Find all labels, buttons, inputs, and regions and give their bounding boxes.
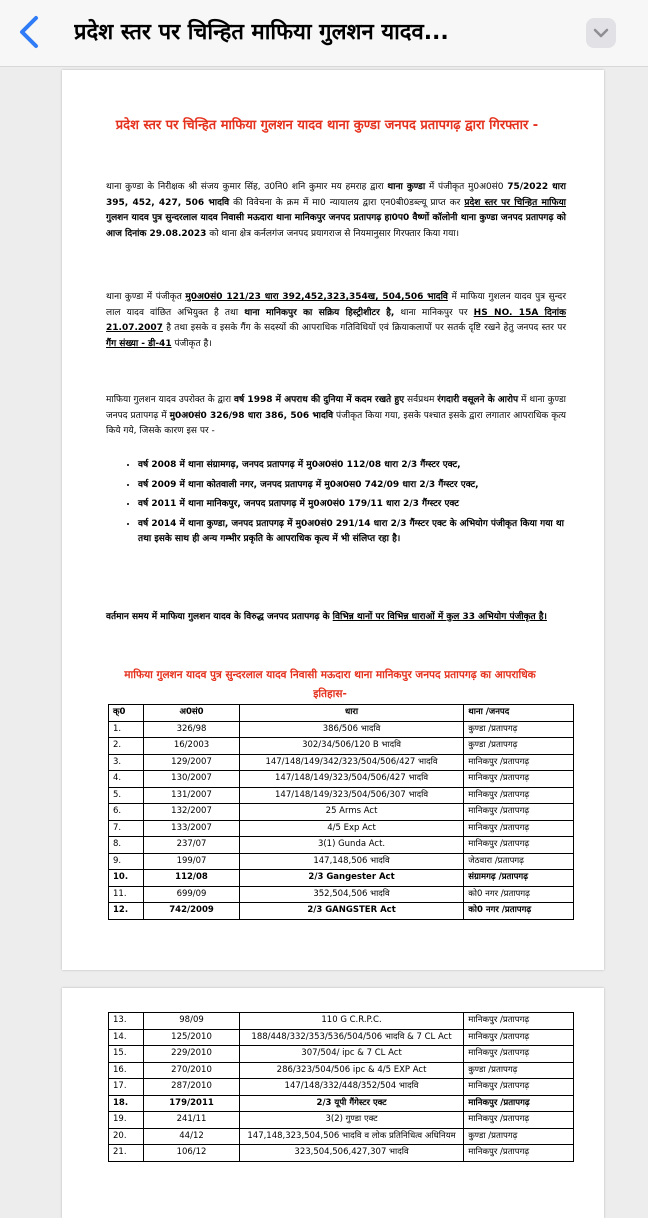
paragraph-total-cases: वर्तमान समय में माफिया गुलशन यादव के विरुद्ध जनपद प्रतापगढ़ के विभिन्न थानों पर विभिन्न धाराओं में कुल 33 अभियोग पंजीकृत है। bbox=[106, 612, 547, 622]
cell-case: 229/2010 bbox=[144, 1046, 240, 1063]
cell-case: 699/09 bbox=[144, 886, 240, 903]
cell-case: 106/12 bbox=[144, 1145, 240, 1162]
cell-station: मानिकपुर /प्रतापगढ़ bbox=[464, 1079, 574, 1096]
header-case: अ0सं0 bbox=[144, 705, 240, 722]
cell-case: 132/2007 bbox=[144, 804, 240, 821]
cell-serial: 16. bbox=[109, 1062, 144, 1079]
cell-section: 302/34/506/120 B भादवि bbox=[239, 738, 463, 755]
header-station: थाना /जनपद bbox=[464, 705, 574, 722]
cell-section: 286/323/504/506 ipc & 4/5 EXP Act bbox=[239, 1062, 463, 1079]
cell-section: 147/148/149/342/323/504/506/427 भादवि bbox=[239, 754, 463, 771]
cell-station: मानिकपुर /प्रतापगढ़ bbox=[464, 837, 574, 854]
paragraph-arrest: थाना कुण्डा के निरीक्षक श्री संजय कुमार सिंह, उ0नि0 शनि कुमार मय हमराह द्वारा थाना कुण्डा में पंजीकृत मु0अ0सं0 75/2022 धारा 395, 452, 427, 506 भादवि की विवेचना के क्रम में मा0 न्यायालय द्वारा एन0बी0डब्ल्यू प्राप्त कर प्रदेश स्तर पर चिन्हित माफिया गुलशन यादव पुत्र सुन्दरलाल यादव निवासी मऊदारा थाना मानिकपुर जनपद प्रतापगढ़ हा0प0 वैष्णों कॉलोनी थाना कुण्डा जनपद प्रतापगढ़ को आज दिनांक 29.08.2023 को थाना क्षेत्र कर्नलगंज जनपद प्रयागराज से नियमानुसार गिरफ्तार किया गया। bbox=[106, 182, 566, 239]
document-page-1 bbox=[62, 70, 604, 970]
back-arrow-icon[interactable] bbox=[14, 12, 48, 52]
cell-station: कुण्डा /प्रतापगढ़ bbox=[464, 738, 574, 755]
header-section: धारा bbox=[239, 705, 463, 722]
table-row bbox=[109, 1128, 574, 1145]
cell-case: 44/12 bbox=[144, 1128, 240, 1145]
table-row bbox=[109, 903, 574, 920]
cell-serial: 6. bbox=[109, 804, 144, 821]
cell-case: 112/08 bbox=[144, 870, 240, 887]
table-header-row bbox=[109, 705, 574, 722]
cell-section: 25 Arms Act bbox=[239, 804, 463, 821]
table-row bbox=[109, 820, 574, 837]
list-item: • वर्ष 2014 में थाना कुण्डा, जनपद प्रतापगढ़ में मु0अ0सं0 291/14 धारा 2/3 गैंग्स्टर एक्ट के अभियोग पंजीकृत किया गया था तथा इसके साथ ही अन्य गम्भीर प्रकृति के आपराधिक कृत्य में भी संलिप्त रहा है। bbox=[138, 517, 578, 548]
cell-serial: 14. bbox=[109, 1029, 144, 1046]
chevron-down-icon bbox=[586, 18, 616, 48]
header-serial: क्0 bbox=[109, 705, 144, 722]
table-row bbox=[109, 1029, 574, 1046]
cell-section: 2/3 GANGSTER Act bbox=[239, 903, 463, 920]
cell-case: 16/2003 bbox=[144, 738, 240, 755]
criminal-history-table-continued bbox=[108, 1012, 574, 1162]
cell-serial: 11. bbox=[109, 886, 144, 903]
cell-section: 352,504,506 भादवि bbox=[239, 886, 463, 903]
table-row bbox=[109, 721, 574, 738]
document-page-2 bbox=[62, 988, 604, 1218]
list-item: • वर्ष 2009 में थाना कोतवाली नगर, जनपद प्रतापगढ़ में मु0अ0स0 742/09 धारा 2/3 गैंग्स्टर एक्ट, bbox=[138, 478, 578, 494]
table-row bbox=[109, 787, 574, 804]
cell-station: कुण्डा /प्रतापगढ़ bbox=[464, 1062, 574, 1079]
table-row bbox=[109, 804, 574, 821]
cell-section: 386/506 भादवि bbox=[239, 721, 463, 738]
cell-station: कुण्डा /प्रतापगढ़ bbox=[464, 721, 574, 738]
cell-station: मानिकपुर /प्रतापगढ़ bbox=[464, 1046, 574, 1063]
cell-case: 270/2010 bbox=[144, 1062, 240, 1079]
cell-section: 188/448/332/353/536/504/506 भादवि & 7 CL Act bbox=[239, 1029, 463, 1046]
table-row bbox=[109, 1046, 574, 1063]
cell-case: 125/2010 bbox=[144, 1029, 240, 1046]
cell-station: मानिकपुर /प्रतापगढ़ bbox=[464, 1013, 574, 1030]
cell-serial: 15. bbox=[109, 1046, 144, 1063]
cell-section: 147,148,323,504,506 भादवि व लोक प्रतिनिधित्व अधिनियम bbox=[239, 1128, 463, 1145]
cell-case: 129/2007 bbox=[144, 754, 240, 771]
document-heading: प्रदेश स्तर पर चिन्हित माफिया गुलशन यादव थाना कुण्डा जनपद प्रतापगढ़ द्वारा गिरफ्तार - bbox=[115, 118, 539, 133]
cell-serial: 1. bbox=[109, 721, 144, 738]
cell-section: 147/148/332/448/352/504 भादवि bbox=[239, 1079, 463, 1096]
cell-case: 130/2007 bbox=[144, 771, 240, 788]
cell-case: 241/11 bbox=[144, 1112, 240, 1129]
cell-serial: 12. bbox=[109, 903, 144, 920]
cell-station: मानिकपुर /प्रतापगढ़ bbox=[464, 1095, 574, 1112]
cell-section: 2/3 यूपी गैंगेस्टर एक्ट bbox=[239, 1095, 463, 1112]
cell-station: मानिकपुर /प्रतापगढ़ bbox=[464, 820, 574, 837]
cell-section: 3(1) Gunda Act. bbox=[239, 837, 463, 854]
cell-station: मानिकपुर /प्रतापगढ़ bbox=[464, 804, 574, 821]
table-row bbox=[109, 1079, 574, 1096]
cell-station: मानिकपुर /प्रतापगढ़ bbox=[464, 771, 574, 788]
table-row bbox=[109, 738, 574, 755]
paragraph-criminal-start: माफिया गुलशन यादव उपरोक्त के द्वारा वर्ष 1998 में अपराध की दुनिया में कदम रखते हुए सर्वप्रथम रंगदारी वसूलने के आरोप में थाना कुण्डा जनपद प्रतापगढ़ में मु0अ0सं0 326/98 धारा 386, 506 भादवि पंजीकृत किया गया, इसके पश्चात इसके द्वारा लगातार आपराधिक कृत्य किये गये, जिसके कारण इस पर - bbox=[106, 395, 566, 436]
table-row bbox=[109, 754, 574, 771]
cell-station: कुण्डा /प्रतापगढ़ bbox=[464, 1128, 574, 1145]
cell-case: 326/98 bbox=[144, 721, 240, 738]
cell-section: 307/504/ ipc & 7 CL Act bbox=[239, 1046, 463, 1063]
page-title: प्रदेश स्तर पर चिन्हित माफिया गुलशन यादव... bbox=[74, 20, 449, 45]
cell-serial: 13. bbox=[109, 1013, 144, 1030]
cell-section: 110 G C.R.P.C. bbox=[239, 1013, 463, 1030]
table-row bbox=[109, 1095, 574, 1112]
cell-case: 131/2007 bbox=[144, 787, 240, 804]
cell-section: 3(2) गुण्डा एक्ट bbox=[239, 1112, 463, 1129]
cell-serial: 21. bbox=[109, 1145, 144, 1162]
cell-case: 133/2007 bbox=[144, 820, 240, 837]
table-row bbox=[109, 837, 574, 854]
cell-station: संग्रामगढ़ /प्रतापगढ़ bbox=[464, 870, 574, 887]
cell-section: 147/148/149/323/504/506/427 भादवि bbox=[239, 771, 463, 788]
table-row bbox=[109, 870, 574, 887]
cell-station: मानिकपुर /प्रतापगढ़ bbox=[464, 1029, 574, 1046]
cell-serial: 4. bbox=[109, 771, 144, 788]
cell-serial: 5. bbox=[109, 787, 144, 804]
table-row bbox=[109, 1013, 574, 1030]
cell-serial: 17. bbox=[109, 1079, 144, 1096]
cell-serial: 20. bbox=[109, 1128, 144, 1145]
history-title: माफिया गुलशन यादव पुत्र सुन्दरलाल यादव निवासी मऊदारा थाना मानिकपुर जनपद प्रतापगढ़ का आपराधिक इतिहास- bbox=[124, 669, 536, 700]
table-row bbox=[109, 1062, 574, 1079]
cell-case: 179/2011 bbox=[144, 1095, 240, 1112]
cell-case: 237/07 bbox=[144, 837, 240, 854]
cell-serial: 19. bbox=[109, 1112, 144, 1129]
cell-serial: 3. bbox=[109, 754, 144, 771]
cell-serial: 7. bbox=[109, 820, 144, 837]
cell-station: को0 नगर /प्रतापगढ़ bbox=[464, 886, 574, 903]
cell-station: मानिकपुर /प्रतापगढ़ bbox=[464, 754, 574, 771]
cell-serial: 2. bbox=[109, 738, 144, 755]
cell-section: 147/148/149/323/504/506/307 भादवि bbox=[239, 787, 463, 804]
cell-section: 4/5 Exp Act bbox=[239, 820, 463, 837]
paragraph-history-sheet: थाना कुण्डा में पंजीकृत मु0अ0सं0 121/23 धारा 392,452,323,354ख, 504,506 भादवि में माफिया गुशलन यादव पुत्र सुन्दर लाल यादव वांछित अभियुक्त है तथा थाना मानिकपुर का सक्रिय हिस्ट्रीशीटर है, थाना मानिकपुर पर HS NO. 15A दिनांक 21.07.2007 है तथा इसके व इसके गैंग के सदस्यों की आपराधिक गतिविधियों एवं क्रियाकलापों पर सतर्क दृष्टि रखने हेतु जनपद स्तर पर गैंग संख्या - डी-41 पंजीकृत है। bbox=[106, 292, 567, 349]
list-item: • वर्ष 2008 में थाना संग्रामगढ़, जनपद प्रतापगढ़ में मु0अ0सं0 112/08 धारा 2/3 गैंग्स्टर एक्ट, bbox=[138, 458, 578, 474]
cell-case: 742/2009 bbox=[144, 903, 240, 920]
criminal-history-table bbox=[108, 704, 574, 920]
top-bar bbox=[0, 0, 648, 67]
cell-station: मानिकपुर /प्रतापगढ़ bbox=[464, 1112, 574, 1129]
cell-case: 199/07 bbox=[144, 853, 240, 870]
table-row bbox=[109, 886, 574, 903]
cell-section: 147,148,506 भादवि bbox=[239, 853, 463, 870]
cell-section: 323,504,506,427,307 भादवि bbox=[239, 1145, 463, 1162]
table-row bbox=[109, 1145, 574, 1162]
cell-case: 287/2010 bbox=[144, 1079, 240, 1096]
cell-serial: 9. bbox=[109, 853, 144, 870]
cell-case: 98/09 bbox=[144, 1013, 240, 1030]
list-item: • वर्ष 2011 में थाना मानिकपुर, जनपद प्रतापगढ़ में मु0अ0सं0 179/11 धारा 2/3 गैंग्स्टर एक्ट bbox=[138, 497, 578, 513]
cell-station: जेठवारा /प्रतापगढ़ bbox=[464, 853, 574, 870]
table-row bbox=[109, 1112, 574, 1129]
cell-station: को0 नगर /प्रतापगढ़ bbox=[464, 903, 574, 920]
cell-serial: 10. bbox=[109, 870, 144, 887]
cell-serial: 18. bbox=[109, 1095, 144, 1112]
cell-station: मानिकपुर /प्रतापगढ़ bbox=[464, 1145, 574, 1162]
gangster-act-list bbox=[120, 458, 578, 552]
expand-button[interactable] bbox=[586, 18, 616, 48]
table-row bbox=[109, 771, 574, 788]
cell-serial: 8. bbox=[109, 837, 144, 854]
cell-station: मानिकपुर /प्रतापगढ़ bbox=[464, 787, 574, 804]
cell-section: 2/3 Gangester Act bbox=[239, 870, 463, 887]
table-row bbox=[109, 853, 574, 870]
